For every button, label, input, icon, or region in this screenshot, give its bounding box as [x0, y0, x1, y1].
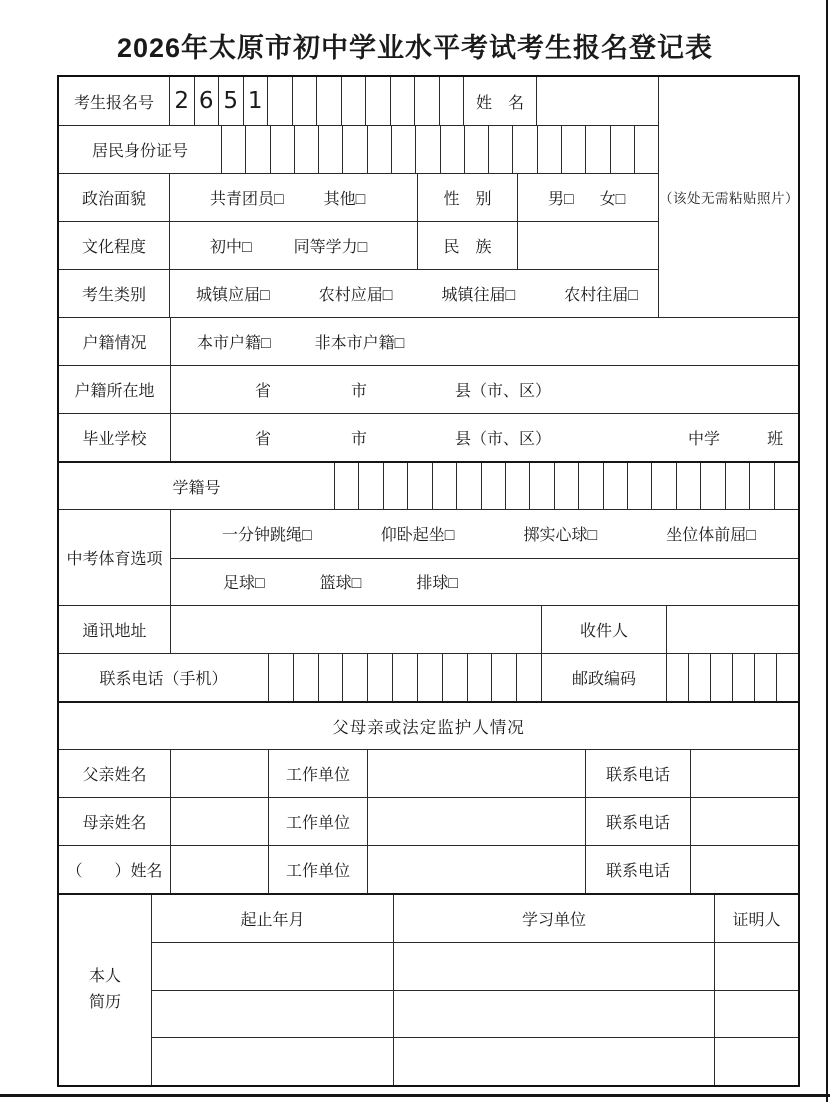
blank-box [667, 654, 688, 701]
blank-box [294, 126, 318, 173]
resume-empty-row [152, 990, 798, 1038]
category-label: 考生类别 [81, 287, 146, 304]
row-political [59, 173, 658, 221]
guardian-header: 父母亲或法定监护人情况 [332, 718, 525, 737]
registration-form-table [57, 75, 800, 1087]
mother-phone-label: 联系电话 [585, 798, 690, 845]
row-category [59, 269, 658, 317]
digit-box [341, 77, 366, 125]
blank-box [432, 463, 456, 509]
digit-box: 1 [243, 77, 268, 125]
blank-box [554, 463, 578, 509]
blank-box [776, 654, 798, 701]
resume-empty-row [152, 942, 798, 990]
blank-box [464, 126, 488, 173]
row-id-no [59, 125, 658, 173]
row-guardian-header [59, 701, 798, 749]
political-option: 其他□ [323, 191, 366, 208]
blank-box [392, 654, 417, 701]
school-part: 班 [767, 431, 784, 448]
resume-empty-cell [393, 943, 714, 990]
top-left-rows [59, 77, 658, 317]
hukou-option: 本市户籍□ [197, 335, 271, 352]
guardian-phone-value [690, 846, 798, 893]
blank-box [710, 654, 732, 701]
pe-option: 排球□ [416, 575, 459, 593]
guardian-phone-label: 联系电话 [585, 846, 690, 893]
pe-options-row2 [171, 558, 798, 606]
father-phone-label: 联系电话 [585, 750, 690, 797]
scan-edge-bottom [0, 1094, 830, 1097]
category-options [169, 270, 658, 317]
student-no-label: 学籍号 [172, 479, 221, 497]
school-part: 市 [351, 431, 368, 448]
row-education [59, 221, 658, 269]
gender-label: 性 别 [417, 174, 517, 221]
blank-box [417, 654, 442, 701]
father-work-value [367, 750, 585, 797]
blank-box [481, 463, 505, 509]
mother-name-label: 母亲姓名 [82, 815, 147, 832]
hukou-location-parts [170, 366, 798, 413]
blank-box [488, 126, 512, 173]
mother-phone-value [690, 798, 798, 845]
row-hukou [59, 317, 798, 365]
digit-box [267, 77, 292, 125]
pe-options-row1 [171, 510, 798, 558]
guardian-work-label: 工作单位 [268, 846, 367, 893]
blank-box [383, 463, 407, 509]
reg-no-boxes [169, 77, 463, 125]
blank-box [440, 126, 464, 173]
resume-label [59, 895, 151, 1085]
guardian-name-value [170, 846, 268, 893]
postal-boxes [666, 654, 798, 701]
resume-empty-row [152, 1037, 798, 1085]
scan-edge-right [826, 0, 828, 1102]
digit-box: 6 [194, 77, 219, 125]
resume-label-line2: 简历 [88, 994, 121, 1011]
blank-box [561, 126, 585, 173]
ethnicity-value-cell [517, 222, 658, 269]
blank-box [318, 654, 343, 701]
resume-header-unit: 学习单位 [393, 895, 714, 942]
pe-label: 中考体育选项 [66, 551, 163, 568]
row-student-no [59, 461, 798, 509]
blank-box [442, 654, 467, 701]
school-part: 中学 [688, 431, 721, 448]
hukou-label: 户籍情况 [82, 335, 147, 352]
political-label: 政治面貌 [81, 191, 146, 208]
resume-empty-cell [152, 943, 393, 990]
digit-box [390, 77, 415, 125]
school-label: 毕业学校 [82, 431, 147, 448]
blank-box [245, 126, 269, 173]
blank-box [270, 126, 294, 173]
pe-options-block [170, 510, 798, 605]
blank-box [774, 463, 798, 509]
phone-boxes [268, 654, 541, 701]
hukou-options [170, 318, 798, 365]
blank-box [651, 463, 675, 509]
resume-empty-cell [714, 991, 798, 1038]
father-name-label: 父亲姓名 [82, 767, 147, 784]
category-option: 农村应届□ [318, 287, 393, 304]
row-other-guardian [59, 845, 798, 893]
blank-box [516, 654, 541, 701]
mother-name-value [170, 798, 268, 845]
blank-box [367, 126, 391, 173]
hukou-location-part: 省 [255, 383, 272, 400]
father-phone-value [690, 750, 798, 797]
row-mother [59, 797, 798, 845]
school-part: 县（市、区） [455, 431, 552, 448]
ethnicity-label: 民 族 [417, 222, 517, 269]
pe-option: 篮球□ [319, 575, 362, 593]
blank-box [491, 654, 516, 701]
recipient-label: 收件人 [541, 606, 666, 653]
blank-box [415, 126, 439, 173]
photo-note-text: （该处无需粘贴照片） [659, 191, 799, 206]
digit-box [316, 77, 341, 125]
photo-note-cell [658, 77, 798, 317]
hukou-option: 非本市户籍□ [314, 335, 405, 352]
blank-box [335, 463, 358, 509]
resume-section [59, 893, 798, 1085]
student-no-boxes [334, 463, 798, 509]
blank-box [585, 126, 609, 173]
gender-option: 男□ [548, 191, 574, 208]
education-option: 初中□ [210, 239, 252, 256]
hukou-location-label: 户籍所在地 [74, 383, 155, 400]
pe-option: 一分钟跳绳□ [222, 527, 312, 545]
resume-header-witness: 证明人 [714, 895, 798, 942]
blank-box [342, 126, 366, 173]
phone-label: 联系电话（手机） [99, 671, 228, 688]
pe-option: 足球□ [223, 575, 265, 593]
blank-box [634, 126, 658, 173]
pe-option: 仰卧起坐□ [380, 527, 455, 545]
blank-box [512, 126, 536, 173]
hukou-location-part: 县（市、区） [455, 383, 552, 400]
education-label: 文化程度 [81, 239, 146, 256]
resume-empty-cell [152, 991, 393, 1038]
blank-box [754, 654, 776, 701]
blank-box [578, 463, 602, 509]
blank-box [358, 463, 382, 509]
blank-box [732, 654, 754, 701]
blank-box [456, 463, 480, 509]
hukou-location-part: 市 [351, 383, 368, 400]
school-parts [170, 414, 798, 461]
row-phone [59, 653, 798, 701]
blank-box [627, 463, 651, 509]
row-hukou-location [59, 365, 798, 413]
resume-empty-cell [152, 1038, 393, 1085]
blank-box [700, 463, 724, 509]
pe-option: 坐位体前屈□ [666, 527, 756, 545]
blank-box [537, 126, 561, 173]
row-school [59, 413, 798, 461]
blank-box [391, 126, 415, 173]
category-option: 农村往届□ [564, 287, 638, 304]
address-value-cell [170, 606, 541, 653]
resume-empty-cell [714, 943, 798, 990]
digit-box: 2 [174, 88, 190, 114]
digit-box: 5 [218, 77, 243, 125]
political-options [169, 174, 417, 221]
blank-box [603, 463, 627, 509]
digit-box [439, 77, 464, 125]
row-father [59, 749, 798, 797]
resume-table [151, 895, 798, 1085]
reg-no-label: 考生报名号 [73, 94, 154, 112]
blank-box [342, 654, 367, 701]
top-section [59, 77, 798, 317]
form-title: 2026年太原市初中学业水平考试考生报名登记表 [116, 33, 714, 63]
name-label: 姓 名 [463, 77, 536, 125]
political-option: 共青团员□ [210, 191, 284, 208]
postal-label: 邮政编码 [541, 654, 666, 701]
gender-option: 女□ [599, 191, 626, 208]
digit-box [365, 77, 390, 125]
name-value-cell [536, 77, 658, 125]
blank-box [318, 126, 342, 173]
resume-label-line1: 本人 [88, 968, 121, 985]
blank-box [467, 654, 492, 701]
id-no-label: 居民身份证号 [91, 143, 188, 160]
blank-box [676, 463, 700, 509]
id-no-boxes [221, 126, 658, 173]
address-label: 通讯地址 [82, 623, 147, 640]
blank-box [367, 654, 392, 701]
pe-option: 掷实心球□ [523, 527, 598, 545]
education-options [169, 222, 417, 269]
row-pe-options [59, 509, 798, 605]
row-address [59, 605, 798, 653]
resume-header-row [152, 895, 798, 942]
father-name-value [170, 750, 268, 797]
digit-box [292, 77, 317, 125]
resume-empty-cell [714, 1038, 798, 1085]
category-option: 城镇应届□ [196, 287, 270, 304]
category-option: 城镇往届□ [441, 287, 516, 304]
guardian-work-value [367, 846, 585, 893]
blank-box [269, 654, 293, 701]
blank-box [293, 654, 318, 701]
row-reg-no [59, 77, 658, 125]
blank-box [688, 654, 710, 701]
blank-box [222, 126, 245, 173]
mother-work-value [367, 798, 585, 845]
education-option: 同等学力□ [293, 239, 368, 256]
father-work-label: 工作单位 [268, 750, 367, 797]
resume-empty-cell [393, 1038, 714, 1085]
blank-box [725, 463, 749, 509]
digit-box [414, 77, 439, 125]
blank-box [749, 463, 773, 509]
resume-header-dates: 起止年月 [240, 912, 305, 930]
mother-work-label: 工作单位 [268, 798, 367, 845]
gender-options [517, 174, 658, 221]
blank-box [610, 126, 634, 173]
recipient-value-cell [666, 606, 798, 653]
school-part: 省 [255, 431, 272, 448]
resume-empty-cell [393, 991, 714, 1038]
blank-box [505, 463, 529, 509]
blank-box [529, 463, 553, 509]
blank-box [407, 463, 431, 509]
guardian-name-label: （ ）姓名 [66, 863, 163, 880]
